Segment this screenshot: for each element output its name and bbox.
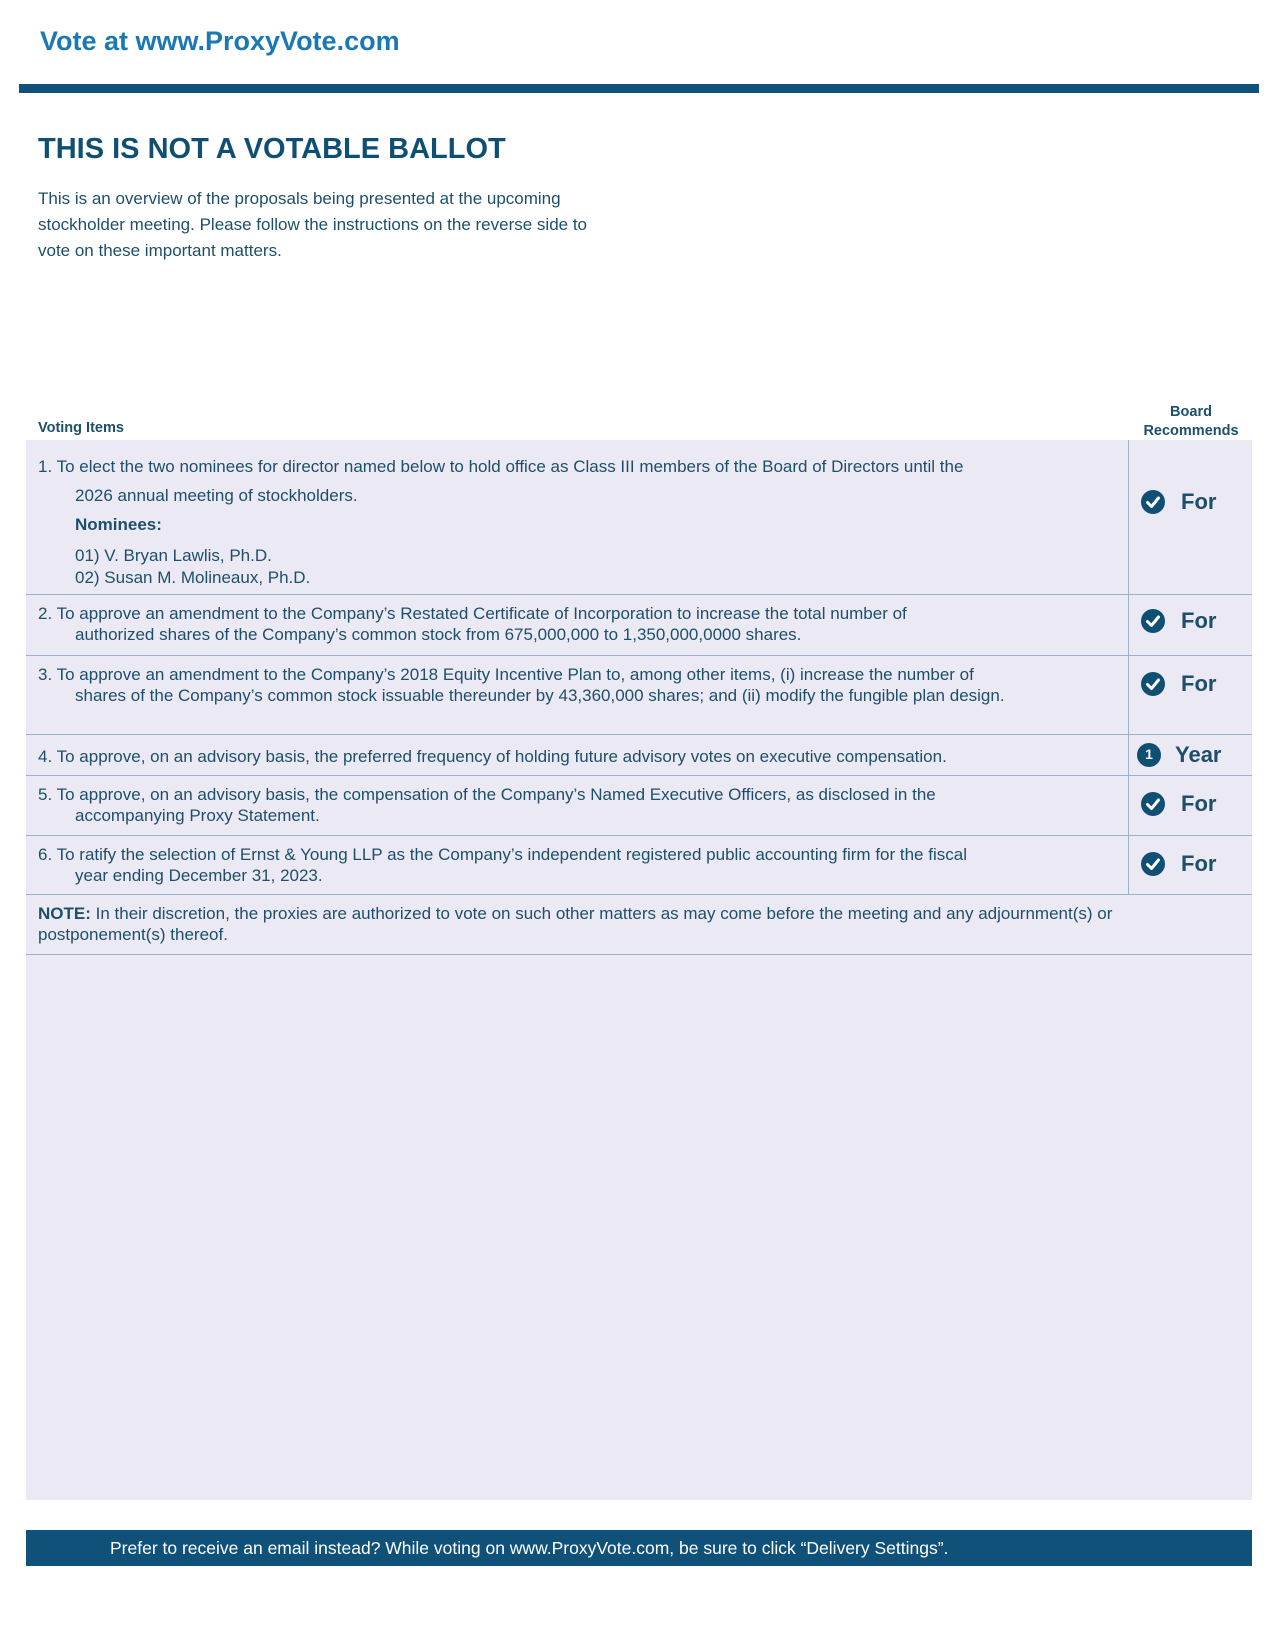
board-recommends-heading: Board Recommends [1143,404,1239,439]
voting-item-6 [26,836,1252,895]
item-number: 6. [38,845,53,864]
item-text-line1: To approve an amendment to the Company’s Restated Certificate of Incorporation to increase the total number of [56,604,907,623]
item-number: 4. [38,747,53,766]
check-circle-icon [1141,490,1165,514]
proxyvote-header-link[interactable]: Vote at www.ProxyVote.com [40,26,400,56]
board-recommendation [1128,440,1252,594]
board-recommendation [1128,735,1252,775]
item-text-line2: year ending December 31, 2023. [75,866,323,885]
check-circle-icon [1141,672,1165,696]
intro-text: This is an overview of the proposals being presented at the upcoming stockholder meeting. Please follow the instructions on the reverse side to vote on these important matters. [38,189,588,260]
footer-text: Prefer to receive an email instead? While voting on www.ProxyVote.com, be sure to click “Delivery Settings”. [110,1538,949,1558]
recommendation-label: For [1181,851,1217,876]
note-text: In their discretion, the proxies are authorized to vote on such other matters as may come before the meeting and any adjournment(s) or postponement(s) thereof. [38,904,1113,944]
board-recommendation [1128,776,1252,835]
check-circle-icon [1141,792,1165,816]
page-title: THIS IS NOT A VOTABLE BALLOT [38,133,506,165]
header-divider [19,84,1259,93]
item-number: 1. [38,457,53,476]
board-recommendation [1128,595,1252,655]
frequency-badge: 1 [1145,746,1153,762]
item-text-line1: To approve, on an advisory basis, the compensation of the Company’s Named Executive Officers, as disclosed in the [56,785,936,804]
voting-item-4 [26,735,1252,776]
check-circle-icon [1141,609,1165,633]
item-text-line2: shares of the Company’s common stock issuable thereunder by 43,360,000 shares; and (ii) modify the fungible plan design. [75,686,1005,705]
recommendation-label: For [1181,671,1217,696]
nominees-label: Nominees: [75,515,162,534]
check-circle-icon [1141,852,1165,876]
voting-item-2 [26,595,1252,656]
board-recommendation [1128,836,1252,894]
item-text-line2: 2026 annual meeting of stockholders. [75,486,358,505]
recommendation-label: Year [1175,742,1222,767]
nominee-2: 02) Susan M. Molineaux, Ph.D. [75,568,311,587]
nominee-1: 01) V. Bryan Lawlis, Ph.D. [75,546,272,565]
item-text-line1: To ratify the selection of Ernst & Young LLP as the Company’s independent registered public accounting firm for the fiscal [56,845,967,864]
voting-item-3 [26,656,1252,735]
note-label: NOTE: [38,904,91,923]
item-text-line2: accompanying Proxy Statement. [75,806,320,825]
item-number: 3. [38,665,53,684]
footer-banner [26,1530,1252,1566]
recommendation-label: For [1181,489,1217,514]
item-number: 2. [38,604,53,623]
item-number: 5. [38,785,53,804]
voting-item-1 [26,440,1252,595]
voting-items-heading: Voting Items [38,420,124,436]
board-recommendation [1128,656,1252,734]
recommendation-label: For [1181,791,1217,816]
item-text-line1: To approve an amendment to the Company’s 2018 Equity Incentive Plan to, among other items, (i) increase the number of [56,665,974,684]
item-text-line1: To approve, on an advisory basis, the preferred frequency of holding future advisory votes on executive compensation. [56,747,947,766]
item-text-line1: To elect the two nominees for director named below to hold office as Class III members of the Board of Directors until the [56,457,964,476]
item-text-line2: authorized shares of the Company’s common stock from 675,000,000 to 1,350,000,0000 shares. [75,625,802,644]
voting-item-5 [26,776,1252,836]
note-row [26,895,1252,955]
recommendation-label: For [1181,608,1217,633]
